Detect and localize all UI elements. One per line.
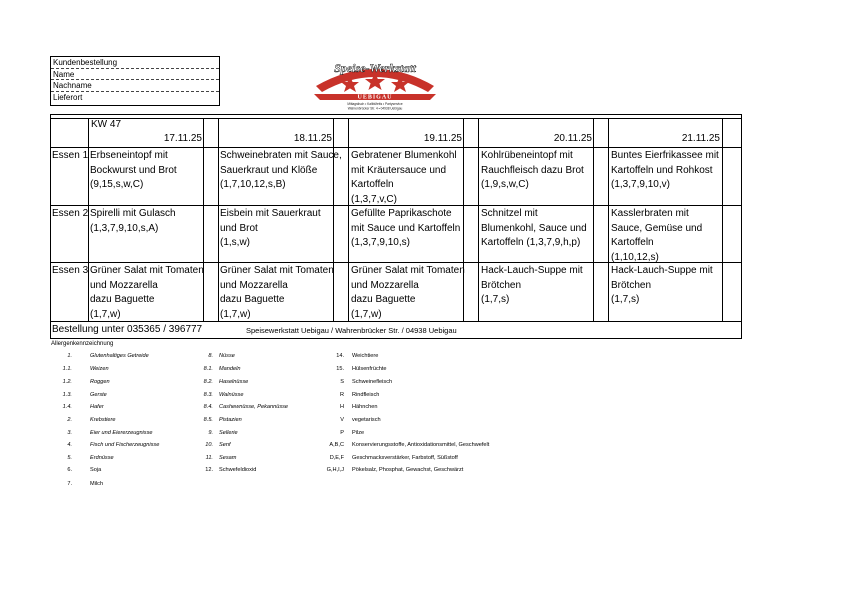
row-label-essen-2: Essen 2 <box>52 208 89 219</box>
company-address: Speisewerkstatt Uebigau / Wahrenbrücker Str. / 04938 Uebigau <box>246 326 457 335</box>
dish-essen2-fri[interactable]: Kasslerbraten mit Sauce, Gemüse und Kartoffeln (1,10,12,s) <box>611 208 703 263</box>
col-divider-4 <box>608 118 609 321</box>
logo-place: UEBIGAU <box>357 94 393 101</box>
dish-essen1-thu[interactable]: Kohlrübeneintopf mit Rauchfleisch dazu Brot (1,9,s,w,C) <box>481 150 584 191</box>
dish-essen2-thu[interactable]: Schnitzel mit Blumenkohl, Sauce und Kartoffeln (1,3,7,9,h,p) <box>481 208 587 249</box>
row-label-essen-1: Essen 1 <box>52 150 89 161</box>
dish-essen3-fri[interactable]: Hack-Lauch-Suppe mit Brötchen (1,7,s) <box>611 265 713 306</box>
header-divider <box>50 118 742 119</box>
dish-essen2-mon[interactable]: Spirelli mit Gulasch (1,3,7,9,10,s,A) <box>90 208 176 234</box>
logo-tagline-2: Wahrenbrücker Str. 4 • 04938 Uebigau <box>347 106 403 111</box>
date-monday: 17.11.25 <box>163 133 202 144</box>
date-thursday: 20.11.25 <box>553 133 592 144</box>
speise-werkstatt-logo <box>310 50 440 112</box>
col-divider-1 <box>218 118 219 321</box>
name-field[interactable]: Name <box>51 69 219 81</box>
customer-order-form <box>50 56 220 106</box>
row-divider-1 <box>50 147 742 148</box>
delivery-location-field[interactable]: Lieferort <box>53 92 83 102</box>
dish-essen3-tue[interactable]: Grüner Salat mit Tomaten und Mozzarella dazu Baguette (1,7,w) <box>220 265 334 320</box>
date-wednesday: 19.11.25 <box>423 133 462 144</box>
col-divider-3 <box>478 118 479 321</box>
dish-essen2-tue[interactable]: Eisbein mit Sauerkraut und Brot (1,s,w) <box>220 208 321 249</box>
dish-essen1-fri[interactable]: Buntes Eierfrikassee mit Kartoffeln und Rohkost (1,3,7,9,10,v) <box>611 150 719 191</box>
date-tuesday: 18.11.25 <box>293 133 332 144</box>
dish-essen2-wed[interactable]: Gefüllte Paprikaschote mit Sauce und Kartoffeln (1,3,7,9,10,s) <box>351 208 461 249</box>
dish-essen1-mon[interactable]: Erbseneintopf mit Bockwurst und Brot (9,15,s,w,C) <box>90 150 177 191</box>
week-label: KW 47 <box>91 119 122 130</box>
customer-form-title: Kundenbestellung <box>51 57 219 69</box>
row-label-essen-3: Essen 3 <box>52 265 89 276</box>
logo-tagline-1: Mittagstisch • Kaltbüfetts • Partyservice <box>347 102 403 106</box>
order-phone-line: Bestellung unter 035365 / 396777 <box>52 324 203 335</box>
allergen-legend-title: Allergenkennzeichnung <box>51 341 114 347</box>
dish-essen3-wed[interactable]: Grüner Salat mit Tomaten und Mozzarella dazu Baguette (1,7,w) <box>351 265 465 320</box>
logo-name: Speise-Werkstatt <box>334 61 416 75</box>
col-subdivider-4 <box>593 118 594 321</box>
col-divider-label <box>88 118 89 321</box>
dish-essen3-thu[interactable]: Hack-Lauch-Suppe mit Brötchen (1,7,s) <box>481 265 583 306</box>
lastname-field[interactable]: Nachname <box>51 80 219 92</box>
dish-essen3-mon[interactable]: Grüner Salat mit Tomaten und Mozzarella dazu Baguette (1,7,w) <box>90 265 204 320</box>
date-friday: 21.11.25 <box>681 133 720 144</box>
dish-essen1-wed[interactable]: Gebratener Blumenkohl mit Kräutersauce und Kartoffeln (1,3,7,v,C) <box>351 150 457 205</box>
dish-essen1-tue[interactable]: Schweinebraten mit Sauce, Sauerkraut und Klöße (1,7,10,12,s,B) <box>220 150 342 191</box>
col-divider-end <box>722 118 723 321</box>
col-divider-2 <box>348 118 349 321</box>
